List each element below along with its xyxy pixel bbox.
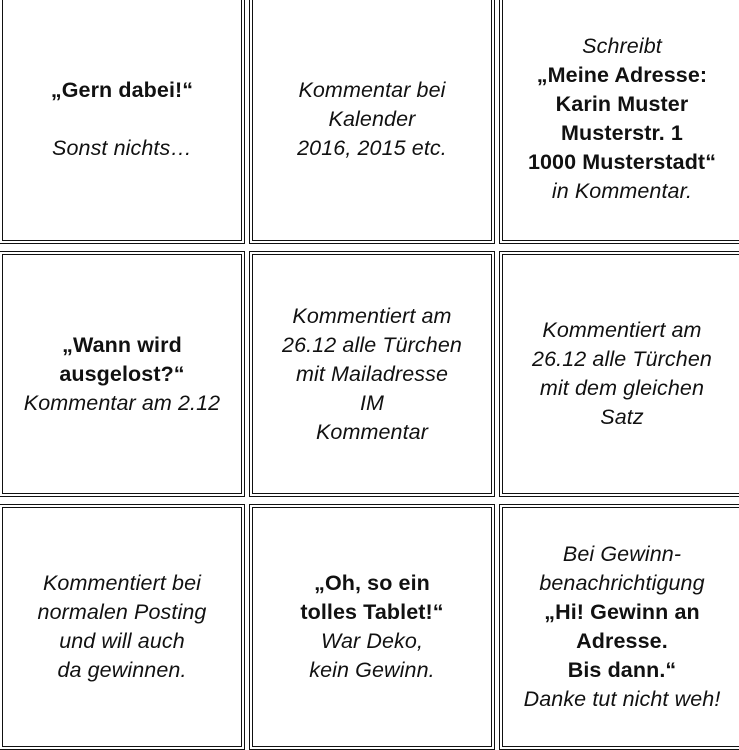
cell-line: Satz — [600, 405, 644, 429]
cell-line: „Meine Adresse: — [536, 63, 708, 87]
cell-text — [24, 331, 220, 418]
cell-line: „Wann wird — [62, 332, 182, 357]
cell-line: 1000 Musterstadt“ — [527, 150, 717, 174]
bingo-cell — [0, 504, 245, 750]
cell-line: Kommentar — [315, 419, 428, 444]
cell-text — [524, 540, 721, 714]
cell-line: Kommentiert am — [292, 303, 452, 328]
cell-line: Kommentar bei — [298, 77, 446, 102]
cell-line: und will auch — [59, 629, 185, 653]
cell-line: normalen Posting — [37, 600, 207, 624]
cell-line: benachrichtigung — [539, 571, 705, 595]
cell-line: 26.12 alle Türchen — [282, 332, 462, 357]
cell-line: mit Mailadresse — [295, 361, 449, 386]
cell-line: „Oh, so ein — [314, 571, 430, 595]
cell-line: IM — [359, 390, 385, 415]
bingo-cell — [249, 504, 495, 750]
cell-text — [532, 316, 712, 432]
cell-line: 26.12 alle Türchen — [532, 347, 712, 371]
cell-line: 2016, 2015 etc. — [297, 135, 447, 160]
cell-line: Kalender — [328, 106, 416, 131]
cell-line: Kommentar am 2.12 — [23, 390, 221, 415]
bingo-cell — [499, 504, 739, 750]
cell-text — [51, 76, 193, 163]
cell-line: Sonst nichts… — [52, 135, 192, 160]
cell-text — [282, 302, 462, 447]
bingo-cell — [249, 251, 495, 497]
cell-line: da gewinnen. — [57, 658, 187, 682]
cell-line: „Gern dabei!“ — [50, 77, 194, 102]
cell-text — [528, 32, 716, 206]
cell-line: Bei Gewinn- — [562, 542, 682, 566]
bingo-cell — [499, 251, 739, 497]
cell-line: War Deko, — [320, 629, 424, 653]
cell-line: „Hi! Gewinn an — [544, 600, 700, 624]
cell-line: Danke tut nicht weh! — [523, 687, 721, 711]
bingo-cell — [0, 0, 245, 244]
bingo-cell — [0, 251, 245, 497]
cell-line: Schreibt — [582, 34, 662, 58]
bingo-cell — [499, 0, 739, 244]
cell-text — [38, 569, 207, 685]
cell-text — [300, 569, 443, 685]
cell-line: in Kommentar. — [551, 179, 693, 203]
cell-line: Karin Muster — [555, 92, 689, 116]
bingo-cell — [249, 0, 495, 244]
cell-line: ausgelost?“ — [59, 361, 185, 386]
cell-line: Bis dann.“ — [567, 658, 677, 682]
cell-spacer — [51, 105, 193, 134]
cell-line: Musterstr. 1 — [561, 121, 683, 145]
cell-line: Kommentiert am — [542, 318, 702, 342]
cell-line: tolles Tablet!“ — [300, 600, 444, 624]
cell-text — [297, 76, 447, 163]
cell-line: mit dem gleichen — [539, 376, 705, 400]
cell-line: Adresse. — [576, 629, 668, 653]
cell-line: kein Gewinn. — [309, 658, 435, 682]
cell-line: Kommentiert bei — [42, 571, 202, 595]
